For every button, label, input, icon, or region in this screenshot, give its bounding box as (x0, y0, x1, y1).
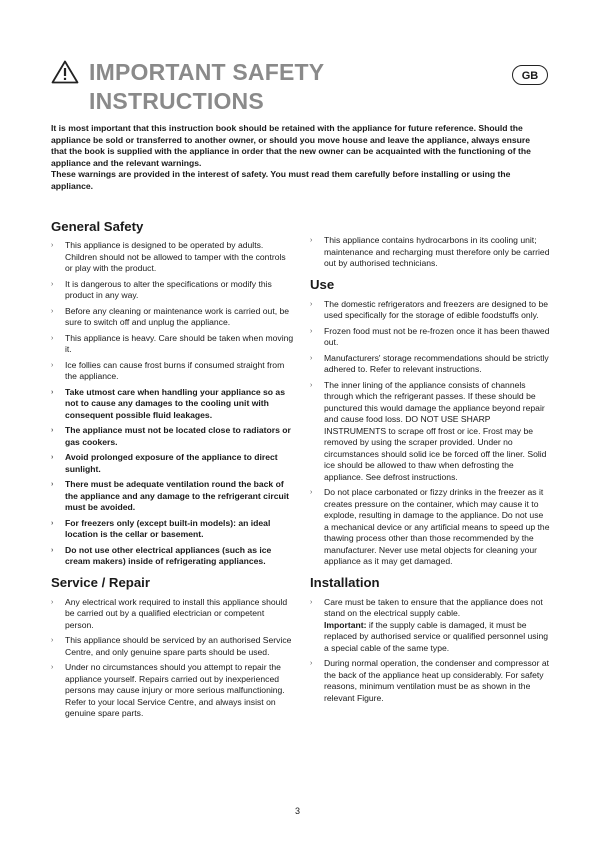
list-item: › The inner lining of the appliance consists of channels through which the refrigerant passes. If these should be punctured this would damage the appliance beyond repair and cause food loss. DO NOT USE SHARP INSTRUMENTS to scrape off frost or ice. Frost may be removed by using the scraper provided. Under no circumstances should solid ice be forced off the liner. Solid ice should be allowed to thaw when defrosting the appliance. See defrost instructions. (310, 379, 547, 482)
bullet-icon: › (51, 454, 54, 461)
bullet-icon: › (310, 354, 313, 362)
bullet-icon: › (51, 481, 54, 488)
general-safety-continued-list (310, 235, 550, 270)
bullet-icon: › (51, 664, 54, 671)
list-item: › This appliance is designed to be operated by adults. Children should not be allowed to tamper with the controls or play with the product. (51, 240, 286, 273)
bullet-icon: › (310, 327, 313, 335)
list-item: › The appliance must not be located close to radiators or gas cookers. (51, 425, 291, 447)
bullet-icon: › (310, 660, 313, 667)
bullet-icon: › (51, 361, 54, 369)
service-list (51, 597, 294, 720)
list-item: › During normal operation, the condenser and compressor at the back of the appliance heat up considerably. For safety reasons, minimum ventilation must be as shown in the relevant Figure. (310, 658, 549, 703)
bullet-icon: › (310, 489, 313, 496)
list-item: › Take utmost care when handling your appliance so as not to cause any damages to the cooling unit with consequent possible fluid leakages. (51, 386, 285, 420)
intro-paragraph-2: These warnings are provided in the interest of safety. You must read them carefully before installing or using the appliance. (51, 169, 511, 191)
list-item: › There must be adequate ventilation round the back of the appliance and any damage to the refrigerant circuit must be avoided. (51, 479, 289, 512)
intro-text (51, 123, 548, 192)
title-line-1: IMPORTANT SAFETY (89, 59, 325, 85)
page-number: 3 (294, 806, 300, 816)
list-item: › Care must be taken to ensure that the appliance does not stand on the electrical supply cable. Important: if the supply cable is damaged, it must be replaced by authorised service or qualified personnel using a special cable of the same type. (310, 596, 549, 653)
bullet-icon: › (51, 546, 54, 554)
bullet-icon: › (51, 519, 54, 527)
warning-triangle-icon (51, 60, 79, 84)
use-list (310, 299, 550, 568)
bullet-icon: › (51, 598, 54, 606)
installation-heading: Installation (310, 574, 380, 590)
list-item: › Ice follies can cause frost burns if consumed straight from the appliance. (51, 359, 285, 381)
list-item: › Do not place carbonated or fizzy drinks in the freezer as it creates pressure on the container, which may cause it to explode, resulting in damage to the appliance. Do not use a mechanical device or any artificial means to speed up the thawing process other than those recommended by the manufacturer. Never use metal objects for cleaning your appliance as it may get damaged. (310, 487, 550, 566)
list-item: › Avoid prolonged exposure of the appliance to direct sunlight. (51, 452, 278, 474)
intro-paragraph-1: It is most important that this instruction book should be retained with the appliance for future reference. Should the appliance be sold or transferred to another owner, or should you move house and leave the appliance, always ensure that the book is supplied with the appliance in order that the new owner can be acquainted with the functioning of the appliance and the relevant warnings. (51, 123, 531, 168)
installation-list (310, 597, 550, 705)
bullet-icon: › (310, 300, 313, 308)
list-item: › Do not use other electrical appliances (such as ice cream makers) inside of refrigerating appliances. (51, 544, 272, 566)
list-item: › This appliance should be serviced by an authorised Service Centre, and only genuine spare parts should be used. (51, 635, 292, 657)
general-safety-list (51, 240, 294, 568)
left-column (51, 218, 294, 724)
bullet-icon: › (51, 307, 54, 315)
language-badge: GB (512, 65, 548, 85)
list-item: › For freezers only (except built-in models): an ideal location is the cellar or basement. (51, 517, 271, 539)
bullet-icon: › (51, 242, 54, 249)
list-item: › Under no circumstances should you attempt to repair the appliance yourself. Repairs carried out by inexperienced persons may cause injury or more serious malfunctioning. Refer to your local Service Centre, and always insist on genuine spare parts. (51, 662, 285, 718)
bullet-icon: › (51, 334, 54, 342)
bullet-icon: › (51, 427, 54, 434)
bullet-icon: › (51, 280, 54, 288)
bullet-icon: › (310, 237, 313, 244)
general-safety-heading: General Safety (51, 219, 144, 234)
use-heading: Use (310, 276, 335, 292)
list-item: › Frozen food must not be re-frozen once it has been thawed out. (310, 325, 550, 347)
right-column (310, 235, 550, 708)
list-item: › This appliance contains hydrocarbons in its cooling unit; maintenance and recharging must therefore only be carried out by authorised technicians. (310, 235, 550, 268)
list-item: › The domestic refrigerators and freezers are designed to be used specifically for the storage of edible foodstuffs only. (310, 298, 549, 320)
list-item: › It is dangerous to alter the specifications or modify this product in any way. (51, 278, 272, 300)
bullet-icon: › (51, 388, 54, 396)
title-line-2: INSTRUCTIONS (89, 88, 264, 114)
list-item: › This appliance is heavy. Care should be taken when moving it. (51, 332, 294, 354)
important-label: Important: (324, 619, 367, 630)
list-item: › Manufacturers' storage recommendations should be strictly adhered to. Refer to relevant instructions. (310, 352, 549, 374)
list-item: › Any electrical work required to install this appliance should be carried out by a qualified electrician or competent person. (51, 596, 288, 630)
list-item: › Before any cleaning or maintenance work is carried out, be sure to switch off and unplug the appliance. (51, 305, 290, 327)
bullet-icon: › (51, 637, 54, 644)
bullet-icon: › (310, 598, 313, 606)
bullet-icon: › (310, 381, 313, 389)
page-title (89, 58, 324, 116)
service-heading: Service / Repair (51, 574, 150, 590)
